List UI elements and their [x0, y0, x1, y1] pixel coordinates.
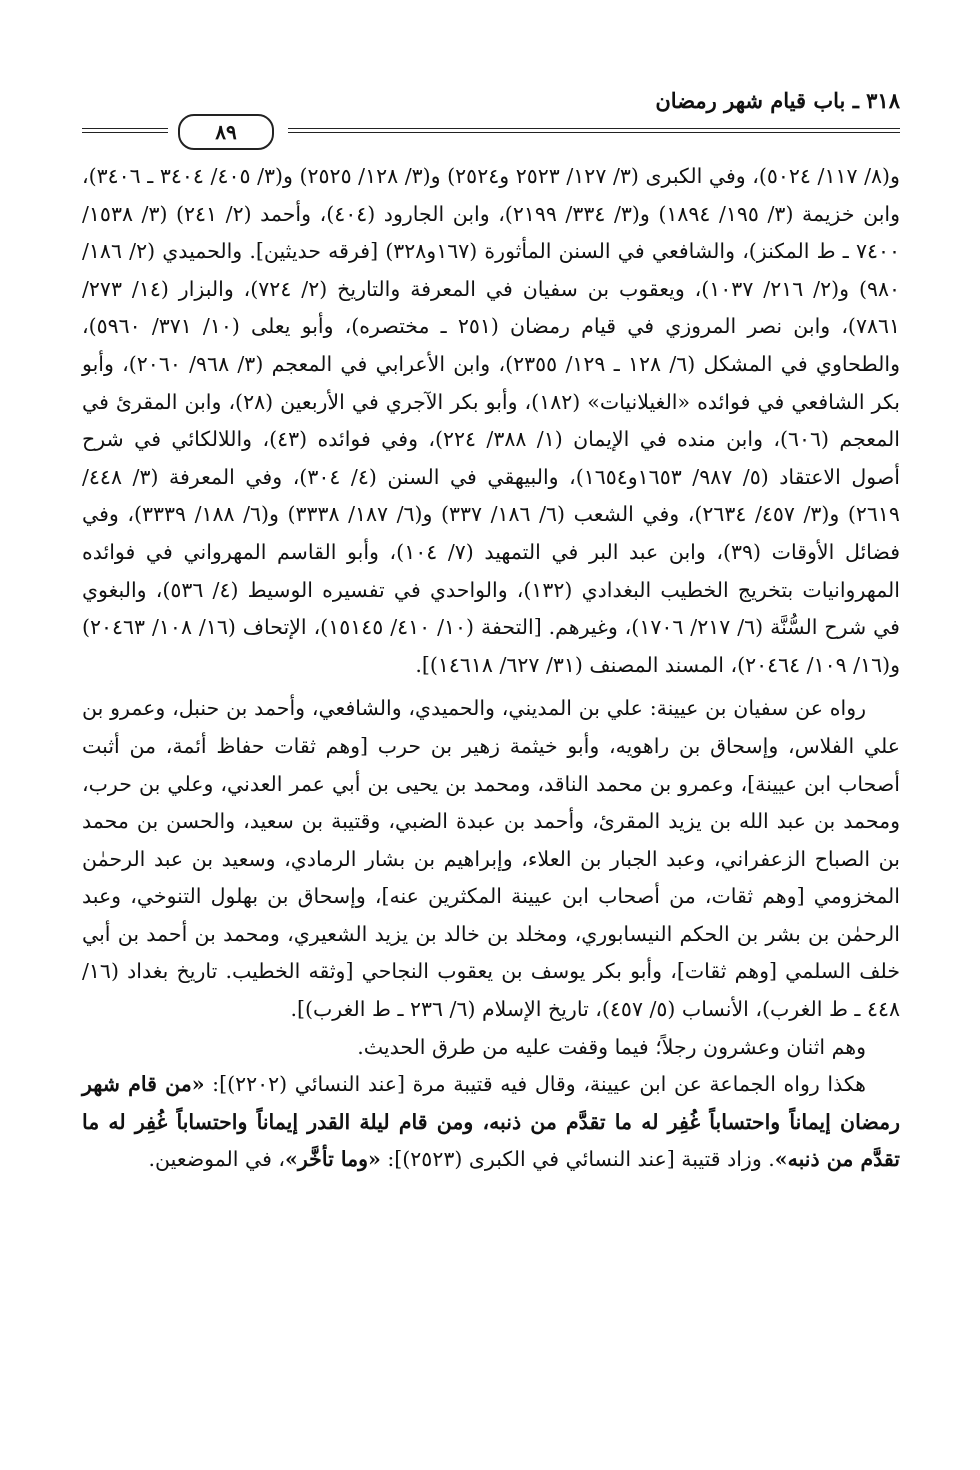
- hadith-addition: «وما تأخَّر»: [285, 1147, 381, 1172]
- running-title: ٣١٨ ـ باب قيام شهر رمضان: [655, 88, 900, 113]
- header-rule-left: [82, 128, 168, 129]
- header-rule-left-lower: [82, 132, 168, 133]
- hadith-addition-intro: . وزاد قتيبة [عند النسائي في الكبرى (٢٥٢٣)]:: [380, 1147, 775, 1172]
- page-body: [82, 158, 900, 1179]
- hadith-ending: ، في الموضعين.: [148, 1147, 286, 1172]
- hadith-intro: هكذا رواه الجماعة عن ابن عيينة، وقال فيه قتيبة مرة [عند النسائي (٢٢٠٢)]:: [204, 1072, 866, 1097]
- page-number: ٨٩: [178, 114, 274, 150]
- paragraph-narrators: رواه عن سفيان بن عيينة: علي بن المديني، والحميدي، والشافعي، وأحمد بن حنبل، وعمرو بن علي الفلاس، وإسحاق بن راهويه، وأبو خيثمة زهير بن حرب [وهم ثقات حفاظ أئمة، من أثبت أصحاب ابن عيينة]، وعمرو بن محمد الناقد، ومحمد بن يحيى بن أبي عمر العدني، وعلي بن حرب، ومحمد بن عبد الله بن يزيد المقرئ، وأحمد بن عبدة الضبي، وقتيبة بن سعيد، والحسن بن محمد بن الصباح الزعفراني، وعبد الجبار بن العلاء، وإبراهيم بن بشار الرمادي، وسعيد بن عبد الرحمٰن المخزومي [وهم ثقات، من أصحاب ابن عيينة المكثرين عنه]، وإسحاق بن بهلول التنوخي، وعبد الرحمٰن بن بشر بن الحكم النيسابوري، ومخلد بن خالد بن يزيد الشعيري، ومحمد بن أحمد بن أبي خلف السلمي [وهم ثقات]، وأبو بكر يوسف بن يعقوب النجاحي [وثقه الخطيب. تاريخ بغداد (١٦/ ٤٤٨ ـ ط الغرب)، الأنساب (٥/ ٤٥٧)، تاريخ الإسلام (٦/ ٢٣٦ ـ ط الغرب)].: [82, 696, 900, 1022]
- paragraph-hadith: [82, 1066, 900, 1179]
- book-page: [82, 88, 900, 1458]
- header-rule-right: [288, 128, 900, 129]
- page-header: [82, 88, 900, 144]
- paragraph-references: و(٨/ ١١٧/ ٥٠٢٤)، وفي الكبرى (٣/ ١٢٧/ ٢٥٢٣ و٢٥٢٤) و(٣/ ١٢٨/ ٢٥٢٥) و(٣/ ٤٠٥/ ٣٤٠٤ ـ ٣٤٠٦)، وابن خزيمة (٣/ ١٩٥/ ١٨٩٤) و(٣/ ٣٣٤/ ٢١٩٩)، وابن الجارود (٤٠٤)، وأحمد (٢/ ٢٤١) (٣/ ١٥٣٨/ ٧٤٠٠ ـ ط المكنز)، والشافعي في السنن المأثورة (١٦٧و٣٢٨) [فرقه حديثين]. والحميدي (٢/ ١٨٦/ ٩٨٠) و(٢/ ٢١٦/ ١٠٣٧)، ويعقوب بن سفيان في المعرفة والتاريخ (٢/ ٧٢٤)، والبزار (١٤/ ٢٧٣/ ٧٨٦١)، وابن نصر المروزي في قيام رمضان (٢٥١ ـ مختصره)، وأبو يعلى (١٠/ ٣٧١/ ٥٩٦٠)، والطحاوي في المشكل (٦/ ١٢٨ ـ ١٢٩/ ٢٣٥٥)، وابن الأعرابي في المعجم (٣/ ٩٦٨/ ٢٠٦٠)، وأبو بكر الشافعي في فوائده «الغيلانيات» (١٨٢)، وأبو بكر الآجري في الأربعين (٢٨)، وابن المقرئ في المعجم (٦٠٦)، وابن منده في الإيمان (١/ ٣٨٨/ ٢٢٤)، وفي فوائده (٤٣)، واللالكائي في شرح أصول الاعتقاد (٥/ ٩٨٧/ ١٦٥٣و١٦٥٤)، والبيهقي في السنن (٤/ ٣٠٤)، وفي المعرفة (٣/ ٤٤٨/ ٢٦١٩) و(٣/ ٤٥٧/ ٢٦٣٤)، وفي الشعب (٦/ ١٨٦/ ٣٣٧) و(٦/ ١٨٧/ ٣٣٣٨) و(٦/ ١٨٨/ ٣٣٣٩)، وفي فضائل الأوقات (٣٩)، وابن عبد البر في التمهيد (٧/ ١٠٤)، وأبو القاسم المهرواني في فوائده المهروانيات بتخريج الخطيب البغدادي (١٣٢)، والواحدي في تفسيره الوسيط (٤/ ٥٣٦)، والبغوي في شرح السُّنَّة (٦/ ٢١٧/ ١٧٠٦)، وغيرهم. [التحفة (١٠/ ٤١٠/ ١٥١٤٥)، الإتحاف (١٦/ ١٠٨/ ٢٠٤٦٣) و(١٦/ ١٠٩/ ٢٠٤٦٤)، المسند المصنف (٣١/ ٦٢٧/ ١٤٦١٨)].: [82, 164, 900, 677]
- hadith-text: «من قام شهر رمضان إيماناً واحتساباً غُفِر له ما تقدَّم من ذنبه، ومن قام ليلة القدر إيماناً واحتساباً غُفِر له ما تقدَّم من ذنبه»: [82, 1072, 900, 1172]
- header-rule-right-lower: [288, 132, 900, 133]
- paragraph-count: وهم اثنان وعشرون رجلاً؛ فيما وقفت عليه من طرق الحديث.: [357, 1034, 866, 1059]
